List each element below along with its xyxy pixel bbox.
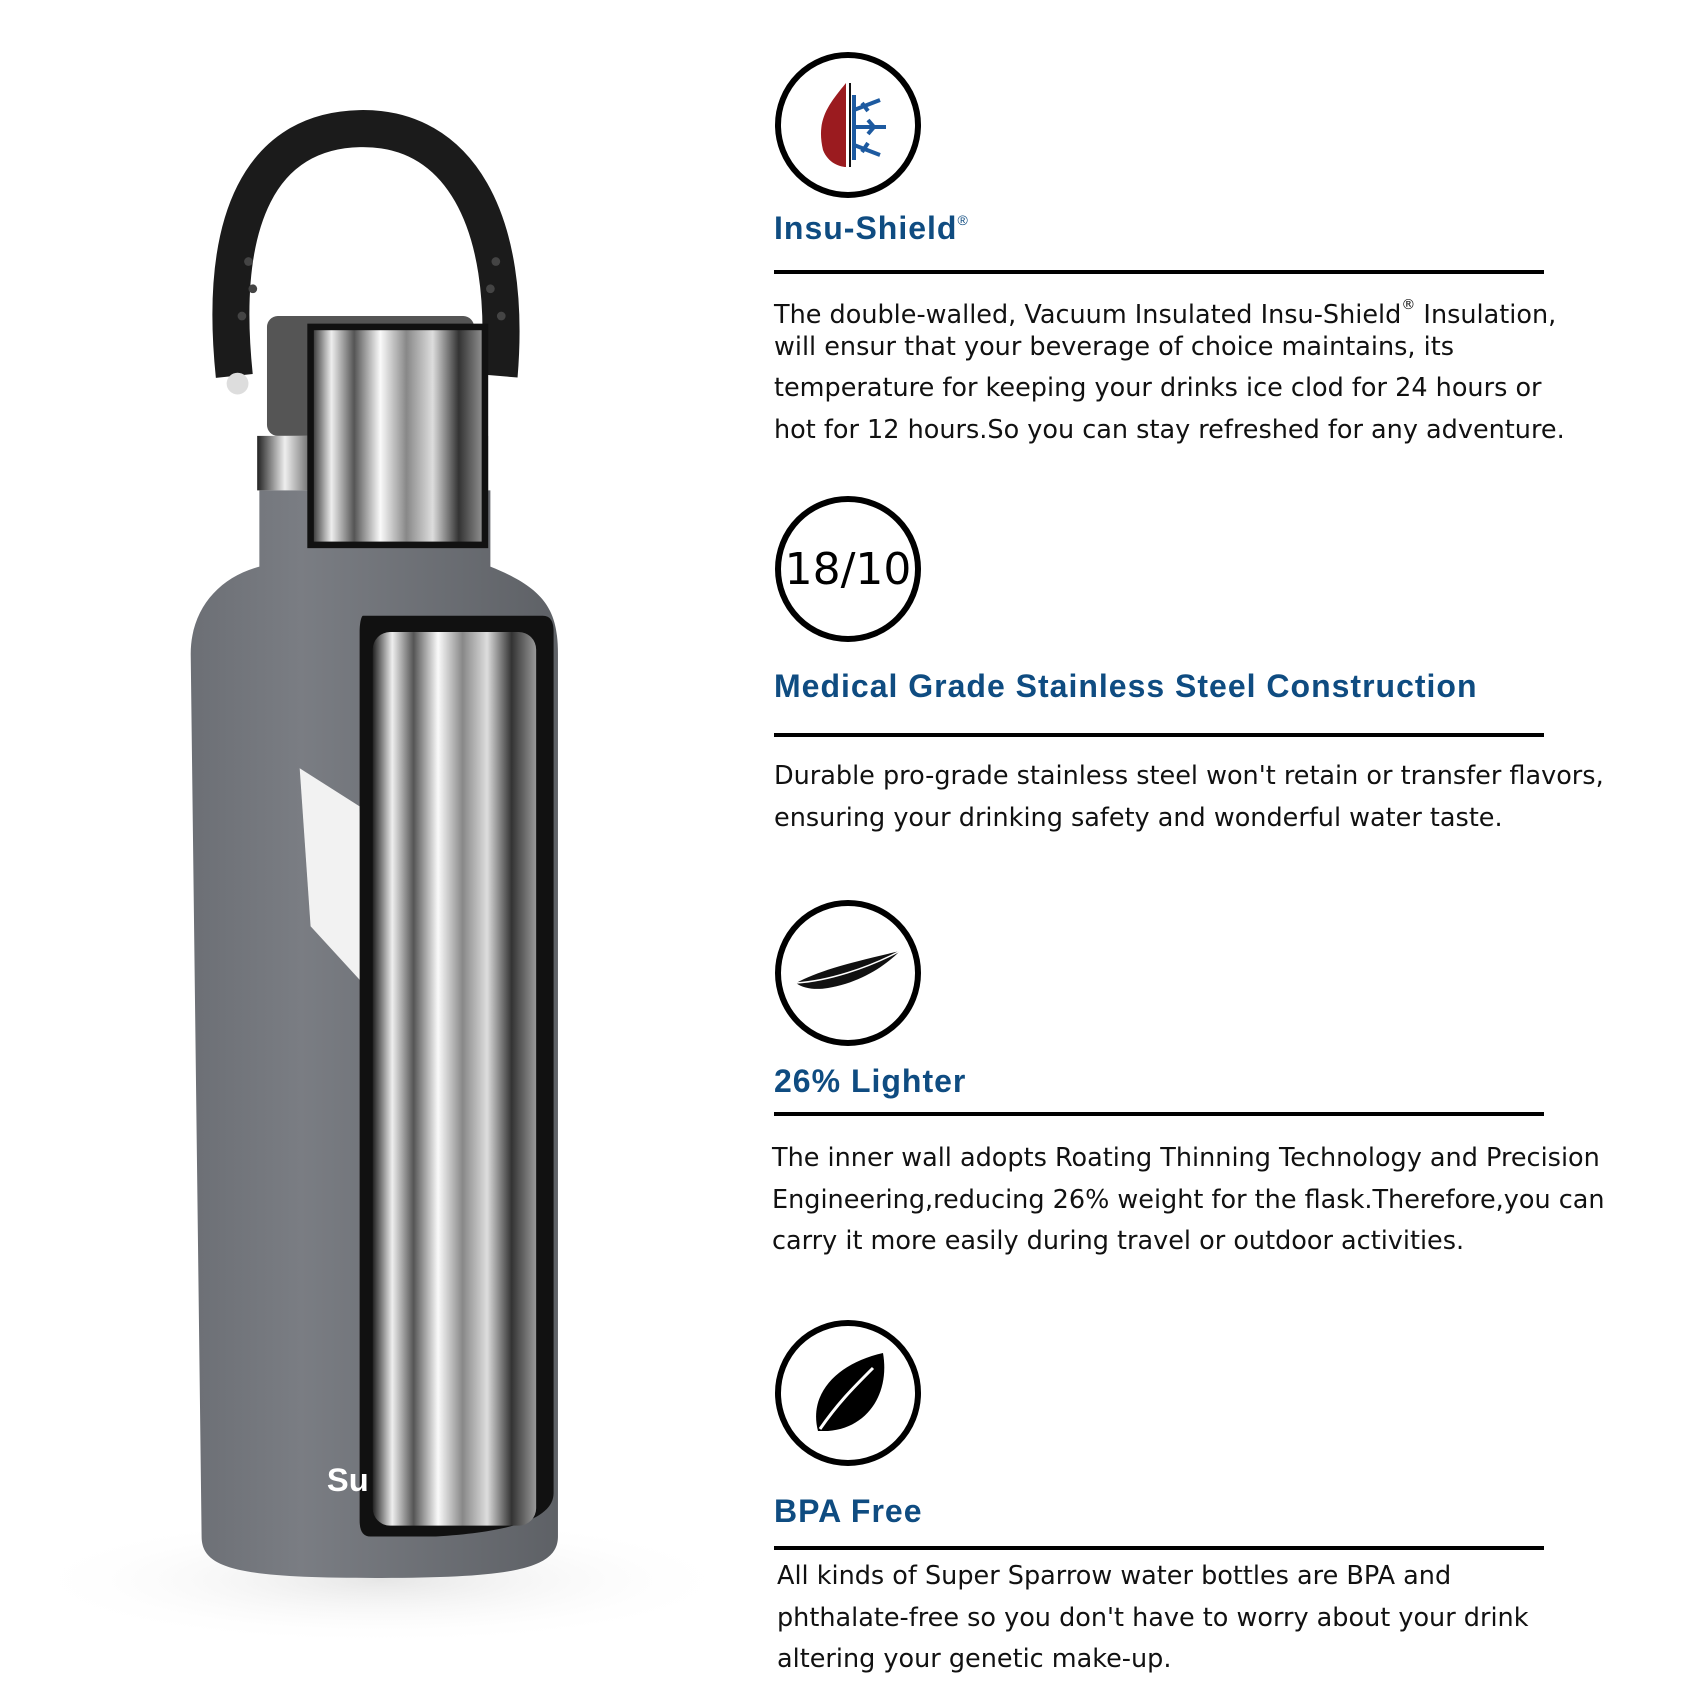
feature-title-bpa-free: BPA Free	[774, 1493, 923, 1529]
feature-title-lighter: 26% Lighter	[774, 1063, 967, 1099]
fire-snowflake-icon	[775, 52, 921, 198]
18-10-steel-icon	[775, 496, 921, 642]
feather-icon	[775, 900, 921, 1046]
bottle-brand-text: Su	[326, 1460, 369, 1498]
divider	[774, 1112, 1544, 1116]
feature-description: The double-walled, Vacuum Insulated Insu-Shield® Insulation, will ensur that your beverage of choice maintains, its temperature for keeping your drinks ice clod for 24 hours or hot for 12 hours.So you can stay refreshed for any adventure.	[774, 297, 1565, 445]
divider	[774, 270, 1544, 274]
feature-description: Durable pro-grade stainless steel won't retain or transfer flavors, ensuring your drinking safety and wonderful water taste.	[774, 761, 1604, 833]
inner-steel-wall	[373, 632, 536, 1526]
feature-title-insu-shield: Insu-Shield®	[774, 210, 969, 246]
feature-description: The inner wall adopts Roating Thinning Technology and Precision Engineering,reducing 26% weight for the flask.Therefore,you can carry it more easily during travel or outdoor activities.	[772, 1143, 1605, 1256]
divider	[774, 1546, 1544, 1550]
leaf-icon	[775, 1320, 921, 1466]
icon-text: 18/10	[784, 543, 912, 595]
feature-description: All kinds of Super Sparrow water bottles are BPA and phthalate-free so you don't have to worry about your drink altering your genetic make-up.	[777, 1561, 1529, 1674]
feature-title-steel: Medical Grade Stainless Steel Construction	[774, 668, 1478, 704]
cap-cutaway	[311, 327, 485, 545]
divider	[774, 733, 1544, 737]
